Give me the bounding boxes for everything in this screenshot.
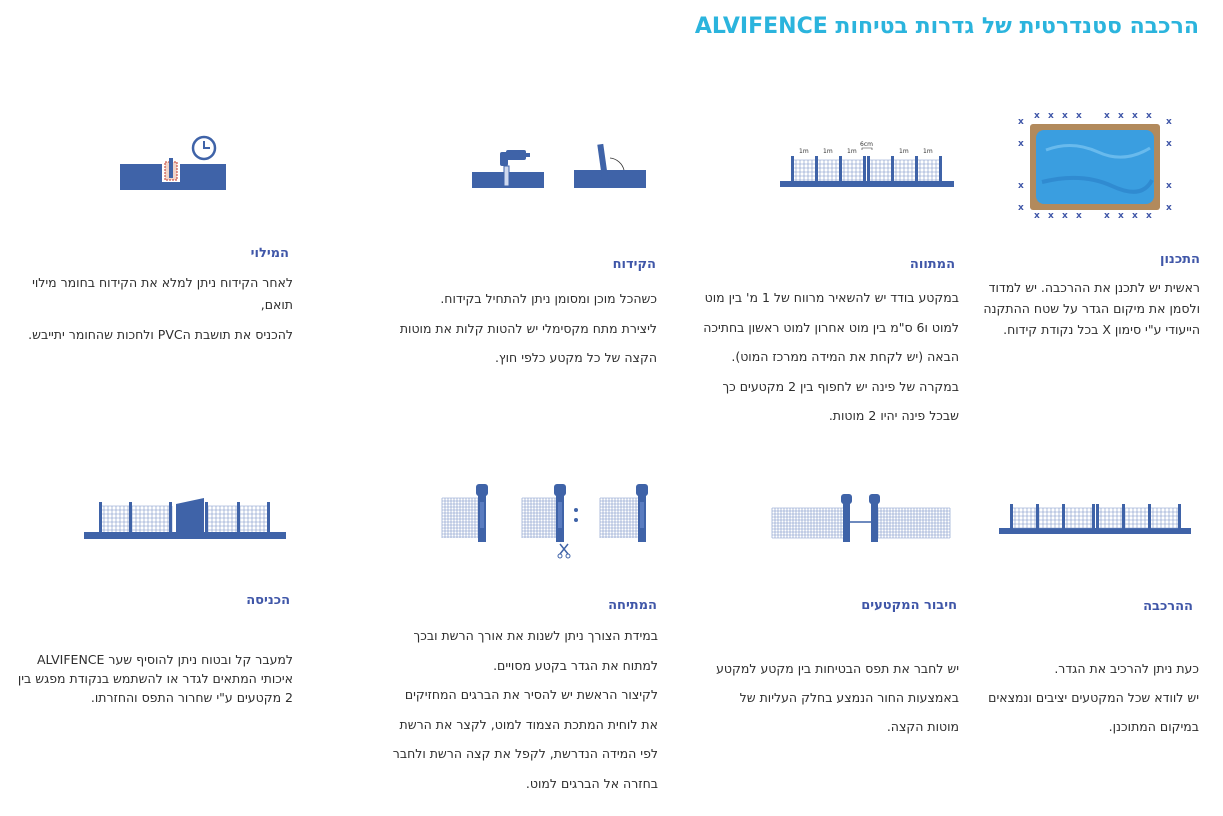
fence-post <box>867 156 870 181</box>
fence-mesh <box>868 160 940 181</box>
screw-dot <box>574 518 578 522</box>
x-marker: x <box>1166 203 1172 213</box>
text-line: איכותי המתאים לגדר או להשתמש בנקודת מפגש בין <box>17 671 293 686</box>
text-line: תואם, <box>260 297 293 312</box>
spacing-label: 1m <box>899 148 909 155</box>
x-marker: x <box>1118 211 1124 221</box>
fence-mesh <box>522 498 556 538</box>
step-title-assembly: ההרכבה <box>1143 599 1193 614</box>
post-cap <box>636 484 648 496</box>
x-marker: x <box>1118 111 1124 121</box>
spacing-label: 1m <box>847 148 857 155</box>
fence-post <box>1062 504 1065 530</box>
fence-layout-icon <box>778 140 958 190</box>
ground <box>574 170 646 188</box>
scissors-handle <box>566 554 570 558</box>
ground <box>84 532 286 539</box>
text-line: שבכל פינה יהיו 2 מוטות. <box>828 408 959 423</box>
text-line: למתוח את הגדר בקטע מסויים. <box>493 657 658 673</box>
text-line: בחזרה אל הברגים למוט. <box>525 775 658 791</box>
text-line: למעבר קל ובטוח ניתן להוסיף שער ALVIFENCE <box>36 652 293 667</box>
step-title-drilling: הקידוח <box>612 257 656 272</box>
text-line: באמצעות החור הנמצע בחלק העליות של <box>739 690 959 705</box>
spacing-label: 1m <box>823 148 833 155</box>
screw-dot <box>574 508 578 512</box>
post-cap <box>841 494 852 504</box>
clock-fill-icon <box>118 134 230 194</box>
fence-post <box>1178 504 1181 530</box>
fence-post <box>99 502 102 534</box>
metal-plate <box>640 502 644 528</box>
fence-mesh <box>1097 508 1179 528</box>
text-line: יש לוודא שכל המקטעים יציבים ונמצאים <box>988 690 1199 705</box>
fence-mesh <box>1011 508 1093 528</box>
x-marker: x <box>1018 139 1024 149</box>
fence-mesh <box>600 498 638 538</box>
post-cap <box>554 484 566 496</box>
text-line: במיקום המתוכנן. <box>1108 719 1199 734</box>
drill-icon <box>470 138 650 190</box>
step-text-assembly <box>949 654 1199 741</box>
text-line: כעת ניתן להרכיב את הגדר. <box>1054 661 1199 676</box>
step-text-entrance <box>0 650 293 707</box>
gate-entrance-icon <box>82 494 288 544</box>
fence-post <box>791 156 794 181</box>
drill-handle <box>500 152 508 166</box>
x-marker: x <box>1166 139 1172 149</box>
text-line: את לוחית המתכת הצמוד למוט, לקצר את הרשת <box>399 716 658 732</box>
x-marker: x <box>1132 111 1138 121</box>
fence-post <box>1092 504 1095 530</box>
text-line: יש לחבר את תפס הבטיחות בין מקטע למקטע <box>716 661 959 676</box>
step-title-tensioning: המתיחה <box>608 598 657 613</box>
fence-post <box>205 502 208 534</box>
fence-mesh <box>792 160 864 181</box>
fence-post <box>939 156 942 181</box>
fence-mesh <box>442 498 478 538</box>
page-title: הרכבה סטנדרטית של גדרות בטיחות ALVIFENCE <box>694 14 1199 39</box>
fence-post <box>839 156 842 181</box>
text-line: במקרה של פינה יש לחפוף בין 2 מקטעים כך <box>722 378 959 394</box>
drill-body <box>506 150 526 160</box>
fence-post <box>1010 504 1013 530</box>
metal-plate <box>480 502 484 528</box>
text-line: הבאה (יש לקחת את המידה ממרכז המוט). <box>731 349 959 364</box>
text-line: הקצה של כל מקטע כלפי חוץ. <box>494 350 657 365</box>
text-line: ראשית יש לתכנן את ההרכבה. יש למדוד <box>988 280 1200 295</box>
text-line: למוט ו6 ס"מ בין מוט אחרון למוט ראשון בחתיכה <box>703 319 959 335</box>
x-marker: x <box>1034 211 1040 221</box>
text-line: במידת הצורך ניתן לשנות את אורך הרשת ובכך <box>413 628 658 643</box>
text-line: כשהכל מוכן ומסומן ניתן להתחיל בקידוח. <box>440 291 657 306</box>
x-marker: x <box>1062 111 1068 121</box>
step-title-planning: התכנון <box>1160 252 1200 267</box>
fence-post <box>1036 504 1039 530</box>
step-title-entrance: הכניסה <box>246 593 290 608</box>
fence-post <box>237 502 240 534</box>
fence-post <box>871 498 878 542</box>
fence-post <box>863 156 866 181</box>
post-cap <box>869 494 880 504</box>
gap-bracket <box>862 148 872 150</box>
fence-post <box>1122 504 1125 530</box>
text-line: ליצירת מתח מקסימלי יש להטות קלות את מוטות <box>399 320 657 336</box>
text-line: מוטות הקצה. <box>886 719 959 734</box>
x-marker: x <box>1034 111 1040 121</box>
step-text-layout <box>659 283 959 431</box>
fence-post <box>267 502 270 534</box>
text-line: במקטע בודד יש להשאיר מרווח של 1 מ' בין מוט <box>704 290 959 305</box>
scissors-handle <box>558 554 562 558</box>
x-marker: x <box>1048 211 1054 221</box>
x-marker: x <box>1166 181 1172 191</box>
x-marker: x <box>1146 211 1152 221</box>
text-line: להכניס את תושבת הPVC ולחכות שהחומר יתייבש. <box>28 327 293 342</box>
fence-mesh <box>878 508 950 538</box>
fence-post <box>915 156 918 181</box>
step-title-filling: המילוי <box>250 246 289 261</box>
x-marker: x <box>1166 117 1172 127</box>
x-marker: x <box>1132 211 1138 221</box>
tension-cut-icon <box>440 480 660 560</box>
fence-mesh <box>772 508 844 538</box>
step-text-connecting <box>659 654 959 741</box>
fence-post <box>129 502 132 534</box>
x-marker: x <box>1018 117 1024 127</box>
spacing-label: 1m <box>923 148 933 155</box>
metal-plate <box>558 502 562 528</box>
step-title-layout: המתווה <box>909 257 955 272</box>
spacing-label: 1m <box>799 148 809 155</box>
text-line: לאחר הקידוח ניתן למלא את הקידוח בחומר מילוי <box>32 275 293 290</box>
step-text-drilling <box>387 284 657 373</box>
ground <box>780 181 954 187</box>
x-marker: x <box>1018 203 1024 213</box>
fence-assembly-icon <box>997 498 1193 538</box>
x-marker: x <box>1104 111 1110 121</box>
step-text-filling <box>8 272 293 346</box>
text-line: 2 מקטעים ע"י שחרור התפס והחזרתו. <box>90 690 293 705</box>
angle-arc <box>610 158 624 170</box>
step-text-tensioning <box>358 621 658 798</box>
text-line: הייעודי ע"י סימון X בכל נקודת קידוח. <box>1003 322 1200 337</box>
x-marker: x <box>1062 211 1068 221</box>
fence-mesh <box>100 506 172 532</box>
fence-post <box>169 502 172 534</box>
gate-panel <box>176 498 204 532</box>
text-line: לקיצור הראשת יש להסיר את הברגים המחזיקים <box>404 687 658 702</box>
x-marker: x <box>1048 111 1054 121</box>
drill-chuck <box>524 153 530 157</box>
post-cap <box>476 484 488 496</box>
text-line: לפי המידה הנדרשת, לקפל את קצה הרשת ולחבר <box>392 746 658 761</box>
gap-label: 6cm <box>860 141 873 148</box>
fence-post <box>1096 504 1099 530</box>
scissors-icon <box>560 544 568 554</box>
fence-post <box>815 156 818 181</box>
x-marker: x <box>1076 111 1082 121</box>
x-marker: x <box>1104 211 1110 221</box>
segment-connect-icon <box>770 492 952 544</box>
post-stub <box>169 158 173 178</box>
fence-post <box>843 498 850 542</box>
x-marker: x <box>1018 181 1024 191</box>
drill-bit <box>504 166 509 186</box>
x-marker: x <box>1146 111 1152 121</box>
fence-post <box>891 156 894 181</box>
text-line: ולסמן את מיקום הגדר על שטח ההתקנה <box>983 301 1200 316</box>
pool-plan-icon <box>1012 110 1172 220</box>
x-marker: x <box>1076 211 1082 221</box>
step-title-connecting: חיבור המקטעים <box>861 598 957 613</box>
step-text-planning <box>950 277 1200 340</box>
fence-post <box>1148 504 1151 530</box>
